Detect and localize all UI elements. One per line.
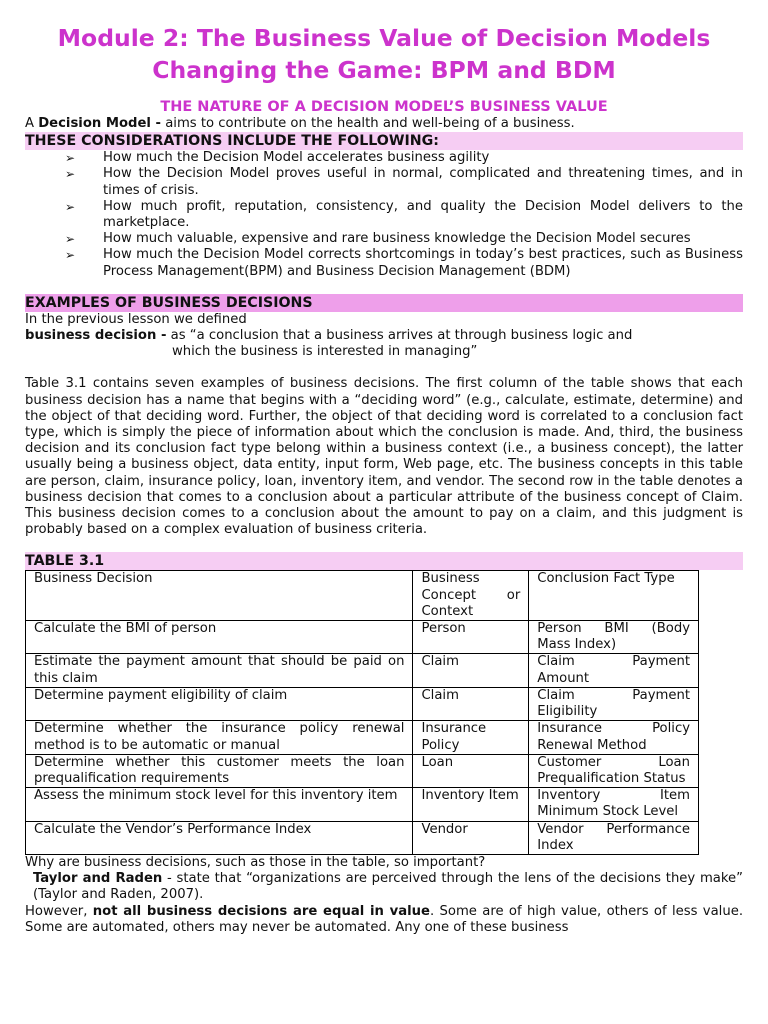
table-cell: Claim Payment Eligibility [529,687,699,720]
considerations-heading: THESE CONSIDERATIONS INCLUDE THE FOLLOWING: [25,132,743,150]
column-header: Business Concept or Context [413,571,529,621]
table-row [26,621,699,654]
table-cell: Calculate the Vendor’s Performance Index [26,821,413,854]
table-cell: Claim [413,687,529,720]
authors-term: Taylor and Raden [33,871,163,887]
however-paragraph: However, not all business decisions are equal in value. Some are of high value, others of less value. Some are automated, others may never be automated. Any one of these business [25,903,744,935]
table-cell: Customer Loan Prequalification Status [529,754,699,787]
arrow-bullet-icon: ➢ [65,167,76,182]
column-header: Business Decision [26,571,413,621]
table-cell: Inventory Item [413,788,529,821]
table-heading: TABLE 3.1 [25,552,743,570]
table-row [26,821,699,854]
taylor-raden-paragraph: Taylor and Raden - state that “organizations are perceived through the lens of the decisions they make” (Taylor and Raden, 2007). [33,871,743,903]
business-decision-term: business decision - [25,328,167,344]
table-cell: Claim Payment Amount [529,654,699,687]
table-cell: Determine payment eligibility of claim [26,687,413,720]
emphasis-text: not all business decisions are equal in value [92,903,430,919]
table-cell: Insurance Policy [413,721,529,754]
arrow-bullet-icon: ➢ [65,199,76,214]
considerations-list [25,150,743,280]
document-body [0,116,768,936]
table-cell: Loan [413,754,529,787]
table-cell: Determine whether this customer meets the loan prequalification requirements [26,754,413,787]
table-cell: Insurance Policy Renewal Method [529,721,699,754]
business-decision-definition: business decision - as “a conclusion that a business arrives at through business logic and which the business is interested in managing” [25,328,633,360]
table-row [26,721,699,754]
list-item: ➢ How much valuable, expensive and rare business knowledge the Decision Model secures [65,231,691,247]
table-cell: Person [413,621,529,654]
list-item: ➢ How much the Decision Model accelerates business agility [65,150,490,166]
table-cell: Estimate the payment amount that should be paid on this claim [26,654,413,687]
decision-model-term: Decision Model - [38,116,162,131]
arrow-bullet-icon: ➢ [65,232,76,247]
table-cell: Claim [413,654,529,687]
table-row [26,687,699,720]
list-item: ➢ How the Decision Model proves useful in normal, complicated and threatening times, and in times of crisis. [65,166,743,198]
table-cell: Calculate the BMI of person [26,621,413,654]
title-line-2: Changing the Game: BPM and BDM [152,56,616,84]
examples-lead: In the previous lesson we defined [25,311,247,327]
table-cell: Vendor [413,821,529,854]
column-header: Conclusion Fact Type [529,571,699,621]
table-cell: Inventory Item Minimum Stock Level [529,788,699,821]
table-row [26,754,699,787]
list-item: ➢ How much profit, reputation, consistency, and quality the Decision Model delivers to the marketplace. [65,198,743,231]
table-cell: Person BMI (Body Mass Index) [529,621,699,654]
table-cell: Determine whether the insurance policy renewal method is to be automatic or manual [26,721,413,754]
list-item: ➢ How much the Decision Model corrects shortcomings in today’s best practices, such as Business Process Management(BPM) and Business Decision Management (BDM) [65,247,743,279]
examples-heading: EXAMPLES OF BUSINESS DECISIONS [25,294,743,312]
business-decisions-table [25,570,699,854]
section-title: THE NATURE OF A DECISION MODEL’S BUSINESS VALUE [160,99,608,115]
document-title [0,0,768,86]
intro-paragraph: A Decision Model - aims to contribute on the health and well-being of a business. [25,116,575,131]
table-cell: Assess the minimum stock level for this inventory item [26,788,413,821]
table-cell: Vendor Performance Index [529,821,699,854]
closing-question: Why are business decisions, such as those in the table, so important? [25,854,486,870]
examples-paragraph: Table 3.1 contains seven examples of business decisions. The first column of the table shows that each business decision has a name that begins with a “deciding word” (e.g., calculate, estimate, determine) and the object of that deciding word. Further, the object of that deciding word is correlated to a conclusion fact type, which is simply the piece of information about which the conclusion is made. And, third, the business decision and its conclusion fact type belong within a business context (i.e., a business concept), the latter usually being a business object, data entity, input form, Web page, etc. The business concepts in this table are person, claim, insurance policy, loan, inventory item, and vendor. The second row in the table denotes a business decision that comes to a conclusion about a particular attribute of the business concept of Claim. This business decision comes to a conclusion about the amount to pay on a claim, and this judgment is probably based on a complex evaluation of business criteria. [25,376,743,538]
table-header-row [26,571,699,621]
arrow-bullet-icon: ➢ [65,151,76,166]
arrow-bullet-icon: ➢ [65,248,76,263]
title-line-1: Module 2: The Business Value of Decision Models [57,24,711,52]
table-row [26,654,699,687]
table-row [26,788,699,821]
